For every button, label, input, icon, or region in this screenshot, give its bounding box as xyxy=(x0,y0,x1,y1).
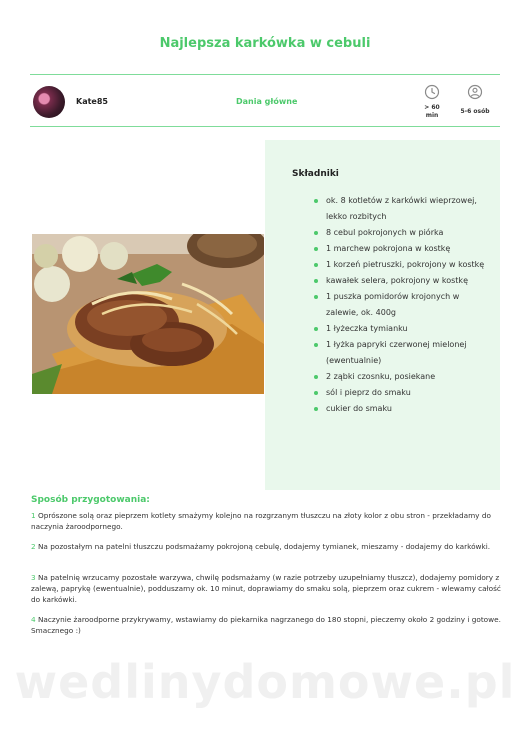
ingredient-item: 1 łyżka papryki czerwonej mielonej (ewentualnie) xyxy=(314,337,494,369)
step-number: 2 xyxy=(31,542,36,551)
method-step-4 xyxy=(31,614,501,636)
ingredient-item: sól i pieprz do smaku xyxy=(314,385,494,401)
watermark: wedlinydomowe.pl xyxy=(14,655,516,709)
ingredient-item: 1 łyżeczka tymianku xyxy=(314,321,494,337)
recipe-title: Najlepsza karkówka w cebuli xyxy=(159,36,371,51)
servings: 5-6 osób xyxy=(460,108,490,115)
prep-time xyxy=(416,104,448,120)
step-text: Naczynie żaroodporne przykrywamy, wstawiamy do piekarnika nagrzanego do 180 stopni, pieczemy około 2 godziny i gotowe. Smacznego :) xyxy=(31,615,501,635)
prep-time-unit: min xyxy=(425,112,439,119)
step-text: Oprószone solą oraz pieprzem kotlety smażymy kolejno na rozgrzanym tłuszczu na złoty kolor z obu stron - przekładamy do naczynia żaroodpornego. xyxy=(31,511,491,531)
ingredients-title: Składniki xyxy=(292,169,339,179)
ingredient-item: 8 cebul pokrojonych w piórka xyxy=(314,225,494,241)
ingredient-item: cukier do smaku xyxy=(314,401,494,417)
ingredient-item: 2 ząbki czosnku, posiekane xyxy=(314,369,494,385)
recipe-category[interactable]: Dania główne xyxy=(236,97,298,106)
person-icon xyxy=(467,84,483,100)
author-name[interactable]: Kate85 xyxy=(76,97,108,106)
method-step-1 xyxy=(31,510,501,532)
header-divider-top xyxy=(30,74,500,75)
header-divider-bottom xyxy=(30,126,500,127)
author-avatar[interactable] xyxy=(33,86,65,118)
recipe-photo xyxy=(32,234,264,394)
ingredients-list xyxy=(314,193,494,417)
method-step-2 xyxy=(31,541,501,552)
method-step-3 xyxy=(31,572,501,605)
step-text: Na patelnię wrzucamy pozostałe warzywa, chwilę podsmażamy (w razie potrzeby uzupełniamy tłuszcz), dodajemy pomidory z zalewą, paprykę (ewentualnie), podduszamy ok. 10 minut, doprawiamy do smaku solą, pieprzem oraz cukrem - wlewamy całość do karkówki. xyxy=(31,573,501,604)
step-number: 4 xyxy=(31,615,36,624)
ingredient-item: kawałek selera, pokrojony w kostkę xyxy=(314,273,494,289)
step-number: 1 xyxy=(31,511,36,520)
ingredient-item: ok. 8 kotletów z karkówki wieprzowej, lekko rozbitych xyxy=(314,193,494,225)
ingredient-item: 1 puszka pomidorów krojonych w zalewie, ok. 400g xyxy=(314,289,494,321)
dish-illustration xyxy=(32,234,264,394)
clock-icon xyxy=(424,84,440,100)
ingredient-item: 1 korzeń pietruszki, pokrojony w kostkę xyxy=(314,257,494,273)
prep-time-value: > 60 xyxy=(424,104,440,111)
step-text: Na pozostałym na patelni tłuszczu podsmażamy pokrojoną cebulę, dodajemy tymianek, mieszamy - dodajemy do karkówki. xyxy=(35,542,491,551)
method-title: Sposób przygotowania: xyxy=(31,495,150,505)
ingredient-item: 1 marchew pokrojona w kostkę xyxy=(314,241,494,257)
step-number: 3 xyxy=(31,573,36,582)
